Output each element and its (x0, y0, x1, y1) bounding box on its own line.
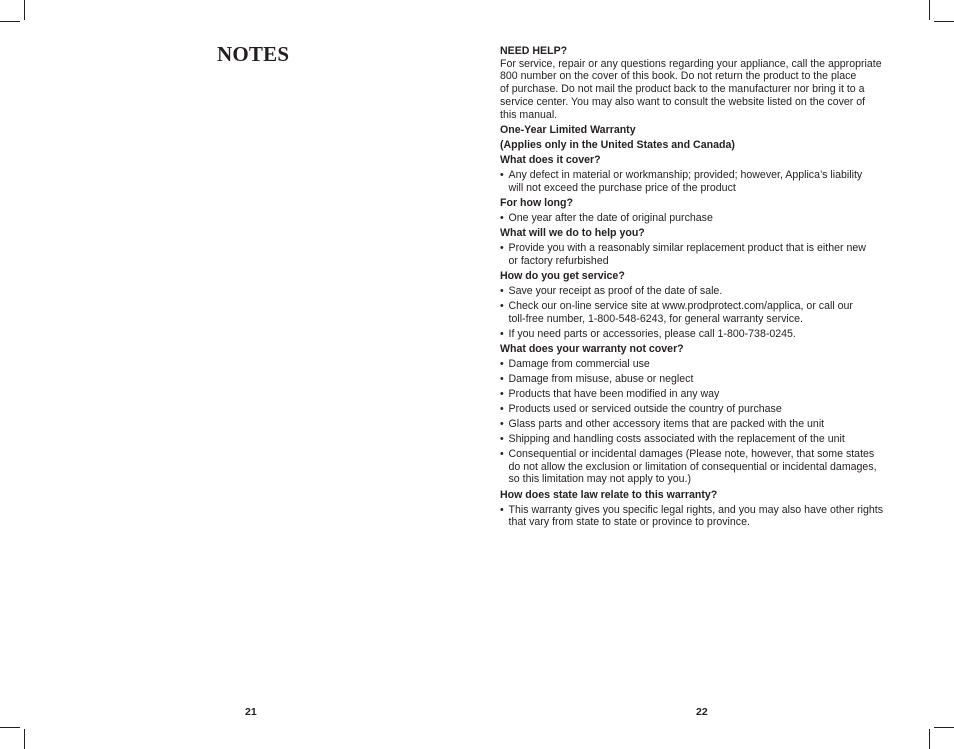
bullet-line: • One year after the date of original purchase (508, 212, 713, 225)
crop-mark (24, 0, 25, 20)
need-help-heading: NEED HELP? (500, 45, 568, 57)
bullet-line: • Consequential or incidental damages (Please note, however, that some states (508, 448, 875, 461)
bullet-line: • Glass parts and other accessory items that are packed with the unit (508, 418, 825, 431)
bullet-line: • Any defect in material or workmanship; provided; however, Applica’s liability (508, 169, 863, 182)
bullet-line: • Damage from misuse, abuse or neglect (508, 373, 694, 386)
crop-mark (0, 21, 20, 22)
paragraph-line: this manual. (500, 108, 558, 121)
paragraph-line: 800 number on the cover of this book. Do not return the product to the place (500, 70, 857, 83)
section-heading: How does state law relate to this warranty? (500, 488, 718, 501)
section-heading: What does it cover? (500, 154, 601, 167)
bullet-line: • Check our on-line service site at www.prodprotect.com/applica, or call our (508, 300, 853, 313)
bullet-line: so this limitation may not apply to you.) (508, 473, 692, 486)
bullet-line: • Save your receipt as proof of the date of sale. (508, 285, 723, 298)
crop-mark (929, 0, 930, 20)
bullet-line: do not allow the exclusion or limitation of consequential or incidental damages, (508, 460, 877, 473)
warranty-sections (500, 154, 910, 529)
bullet-item (500, 418, 910, 431)
page-number-right: 22 (696, 706, 708, 718)
bullet-item (500, 300, 910, 325)
warranty-content (500, 45, 910, 529)
bullet-line: or factory refurbished (508, 254, 609, 267)
crop-mark (934, 727, 954, 728)
warranty-title: One-Year Limited Warranty (500, 123, 636, 136)
paragraph-line: service center. You may also want to consult the website listed on the cover of (500, 95, 866, 108)
bullet-line: • Products used or serviced outside the country of purchase (508, 403, 782, 416)
need-help-paragraph (500, 58, 910, 122)
bullet-item (500, 328, 910, 341)
bullet-item (500, 433, 910, 446)
bullet-line: will not exceed the purchase price of the product (508, 181, 736, 194)
crop-mark (0, 727, 20, 728)
bullet-item (500, 169, 910, 194)
bullet-item (500, 388, 910, 401)
bullet-line: • This warranty gives you specific legal rights, and you may also have other rights (508, 503, 883, 516)
crop-mark (24, 729, 25, 749)
bullet-item (500, 373, 910, 386)
bullet-line: • Products that have been modified in any way (508, 388, 720, 401)
section-heading: For how long? (500, 197, 573, 210)
page-number-left: 21 (245, 706, 257, 718)
bullet-item (500, 212, 910, 225)
bullet-line: • Provide you with a reasonably similar replacement product that is either new (508, 242, 866, 255)
warranty-scope: (Applies only in the United States and Canada) (500, 138, 735, 151)
section-heading: What does your warranty not cover? (500, 343, 684, 356)
crop-mark (929, 729, 930, 749)
bullet-line: that vary from state to state or province to province. (508, 516, 750, 529)
bullet-line: • Damage from commercial use (508, 358, 650, 371)
crop-mark (934, 21, 954, 22)
notes-title: NOTES (217, 42, 290, 66)
bullet-item (500, 504, 910, 529)
bullet-line: • Shipping and handling costs associated with the replacement of the unit (508, 433, 845, 446)
paragraph-line: of purchase. Do not mail the product back to the manufacturer nor bring it to a (500, 83, 865, 96)
bullet-item (500, 403, 910, 416)
bullet-item (500, 358, 910, 371)
section-heading: How do you get service? (500, 270, 625, 283)
bullet-item (500, 242, 910, 267)
section-heading: What will we do to help you? (500, 227, 645, 240)
paragraph-line: For service, repair or any questions regarding your appliance, call the appropriate (500, 57, 882, 70)
bullet-item (500, 448, 910, 486)
bullet-line: toll-free number, 1-800-548-6243, for general warranty service. (508, 312, 803, 325)
bullet-item (500, 285, 910, 298)
bullet-line: • If you need parts or accessories, please call 1-800-738-0245. (508, 327, 796, 340)
